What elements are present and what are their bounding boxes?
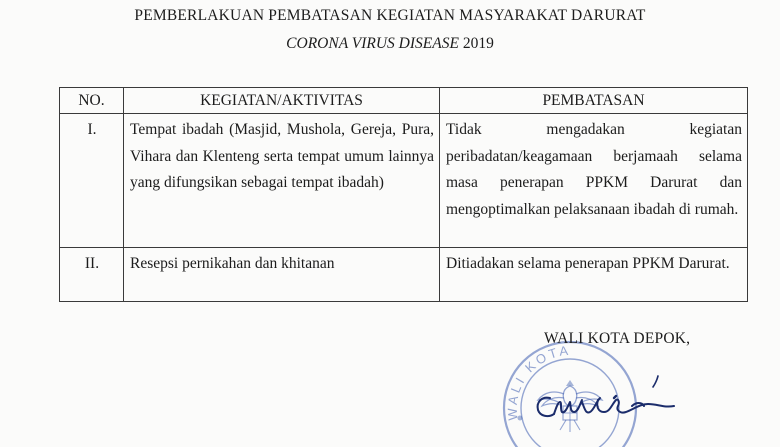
subtitle-italic: CORONA VIRUS DISEASE	[286, 35, 459, 52]
restrictions-table	[59, 87, 748, 302]
signatory-name-cropped	[520, 432, 720, 440]
table-row	[60, 248, 748, 302]
row-number: II.	[60, 248, 124, 302]
subtitle-year: 2019	[458, 35, 494, 52]
document-subtitle	[0, 35, 780, 53]
row-activity: Tempat ibadah (Masjid, Mushola, Gereja, Pura, Vihara dan Klenteng serta tempat umum lainnya yang difungsikan sebagai tempat ibadah)	[124, 114, 440, 248]
signatory-title: WALI KOTA DEPOK,	[544, 330, 691, 347]
table-header-row	[60, 88, 748, 114]
row-number: I.	[60, 114, 124, 248]
seal-text: WALI KOTA	[504, 342, 572, 421]
table-row	[60, 114, 748, 248]
row-restriction: Ditiadakan selama penerapan PPKM Darurat.	[440, 248, 748, 302]
row-restriction: Tidak mengadakan kegiatan peribadatan/keagamaan berjamaah selama masa penerapan PPKM Darurat dan mengoptimalkan pelaksanaan ibadah di rumah.	[440, 114, 748, 248]
document-title: PEMBERLAKUAN PEMBATASAN KEGIATAN MASYARAKAT DARURAT	[134, 7, 646, 24]
row-activity: Resepsi pernikahan dan khitanan	[124, 248, 440, 302]
header-no: NO.	[60, 88, 124, 114]
header-activity: KEGIATAN/AKTIVITAS	[124, 88, 440, 114]
handwritten-signature	[528, 368, 708, 428]
header-restriction: PEMBATASAN	[440, 88, 748, 114]
